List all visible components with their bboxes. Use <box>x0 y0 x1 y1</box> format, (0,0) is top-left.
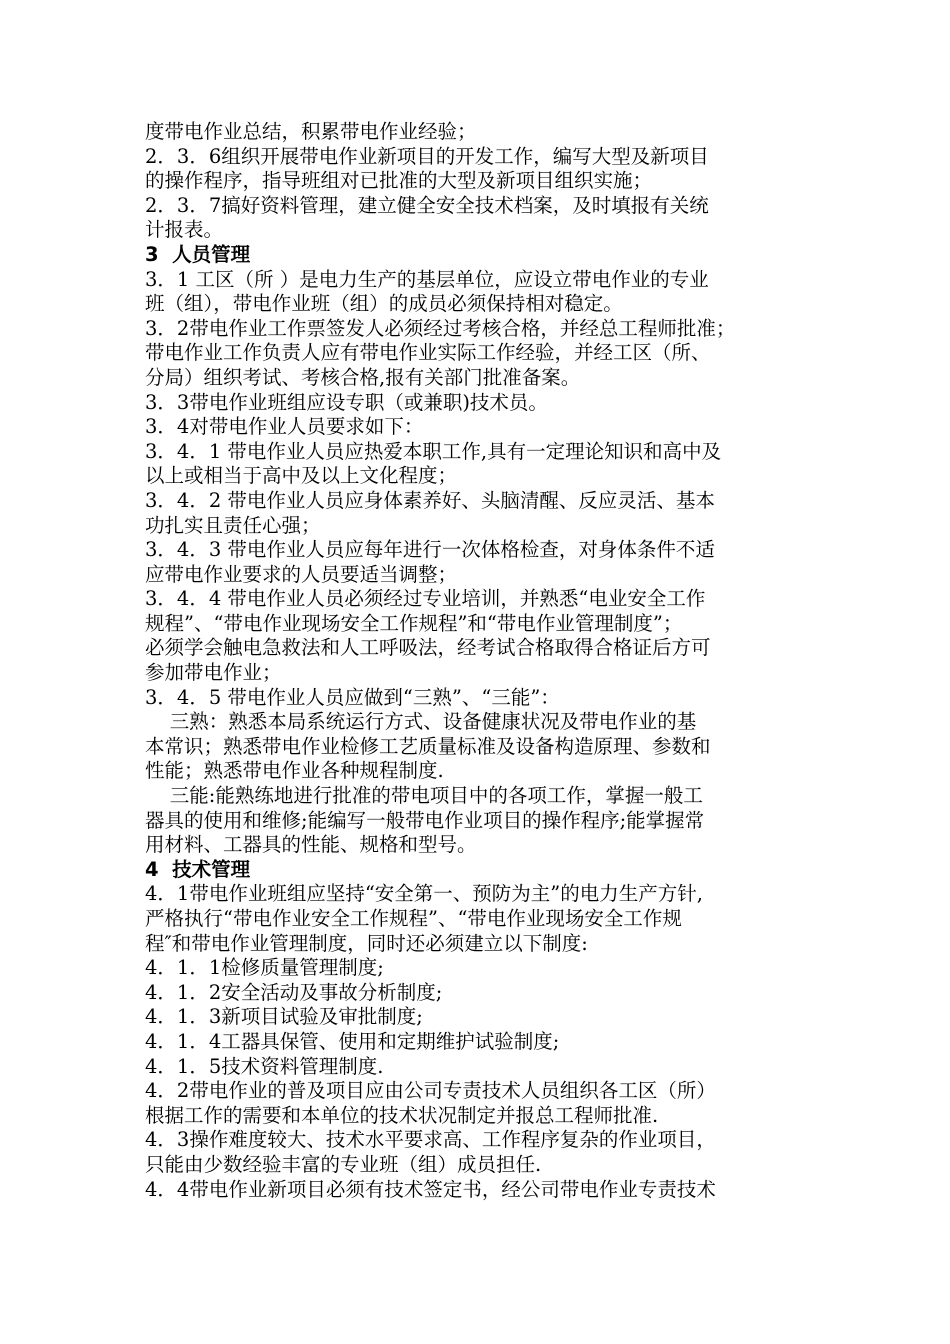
text-line: 的操作程序，指导班组对已批准的大型及新项目组织实施； <box>145 169 653 193</box>
text-line: 3．4．3 带电作业人员应每年进行一次体格检查，对身体条件不适 <box>145 538 715 562</box>
text-line: 参加带电作业； <box>145 661 282 685</box>
text-line: 规程”、“带电作业现场安全工作规程”和“带电作业管理制度”； <box>145 611 683 635</box>
text-line: 4．1．2安全活动及事故分析制度; <box>145 980 443 1004</box>
text-line: 性能；熟悉带电作业各种规程制度. <box>145 759 444 783</box>
text-line: 3．4．4 带电作业人员必须经过专业培训，并熟悉“电业安全工作 <box>145 587 706 611</box>
text-line: 4．1．3新项目试验及审批制度; <box>145 1005 423 1029</box>
text-line: 严格执行“带电作业安全工作规程”、“带电作业现场安全工作规 <box>145 907 682 930</box>
text-line: 器具的使用和维修;能编写一般带电作业项目的操作程序;能掌握常 <box>145 808 705 832</box>
text-line: 分局）组织考试、考核合格,报有关部门批准备案。 <box>145 365 581 389</box>
text-line: 以上或相当于高中及以上文化程度； <box>145 464 458 488</box>
text-line: 3．4．1 带电作业人员应热爱本职工作,具有一定理论知识和高中及 <box>145 439 722 463</box>
text-line: 3．3带电作业班组应设专职（或兼职)技术员。 <box>145 390 548 414</box>
text-line: 4．1．1检修质量管理制度; <box>145 956 384 980</box>
text-line: 3．4对带电作业人员要求如下： <box>145 415 424 439</box>
text-line: 带电作业工作负责人应有带电作业实际工作经验，并经工区（所、 <box>145 341 711 365</box>
text-line: 4．3操作难度较大、技术水平要求高、工作程序复杂的作业项目， <box>145 1128 716 1152</box>
text-line: 4．1．4工器具保管、使用和定期维护试验制度; <box>145 1029 560 1053</box>
text-line: 4．1带电作业班组应坚持“安全第一、预防为主”的电力生产方针, <box>145 882 703 906</box>
text-line: 本常识；熟悉带电作业检修工艺质量标准及设备构造原理、参数和 <box>145 734 711 758</box>
text-line: 3．4．2 带电作业人员应身体素养好、头脑清醒、反应灵活、基本 <box>145 488 715 512</box>
document-page <box>145 120 825 1202</box>
text-line: 3．1 工区（所 ）是电力生产的基层单位，应设立带电作业的专业 <box>145 267 709 291</box>
text-line: 4．2带电作业的普及项目应由公司专责技术人员组织各工区（所） <box>145 1079 716 1103</box>
text-line: 4．4带电作业新项目必须有技术签定书，经公司带电作业专责技术 <box>145 1177 716 1201</box>
text-line: 4．1．5技术资料管理制度. <box>145 1054 384 1078</box>
text-line: 应带电作业要求的人员要适当调整； <box>145 562 458 586</box>
section-heading: 3 人员管理 <box>145 242 251 266</box>
text-line: 3．4．5 带电作业人员应做到“三熟”、“三能”： <box>145 685 560 709</box>
text-line: 三熟：熟悉本局系统运行方式、设备健康状况及带电作业的基 <box>145 710 697 734</box>
text-line: 功扎实且责任心强； <box>145 513 321 537</box>
text-line: 3．2带电作业工作票签发人必须经过考核合格，并经总工程师批准； <box>145 316 736 340</box>
text-line: 必须学会触电急救法和人工呼吸法，经考试合格取得合格证后方可 <box>145 636 711 660</box>
text-line: 用材料、工器具的性能、规格和型号。 <box>145 833 477 857</box>
text-line: 只能由少数经验丰富的专业班（组）成员担任. <box>145 1152 542 1176</box>
text-line: 程″和带电作业管理制度，同时还必须建立以下制度: <box>145 931 588 955</box>
text-line: 度带电作业总结，积累带电作业经验； <box>145 120 477 143</box>
text-line: 三能:能熟练地进行批准的带电项目中的各项工作，掌握一般工 <box>145 784 703 808</box>
text-line: 根据工作的需要和本单位的技术状况制定并报总工程师批准. <box>145 1103 659 1127</box>
text-line: 班（组），带电作业班（组）的成员必须保持相对稳定。 <box>145 292 623 316</box>
section-heading: 4 技术管理 <box>145 857 251 881</box>
text-line: 2．3．7搞好资料管理，建立健全安全技术档案，及时填报有关统 <box>145 193 709 217</box>
text-line: 计报表。 <box>145 218 224 242</box>
text-line: 2．3．6组织开展带电作业新项目的开发工作，编写大型及新项目 <box>145 144 709 168</box>
